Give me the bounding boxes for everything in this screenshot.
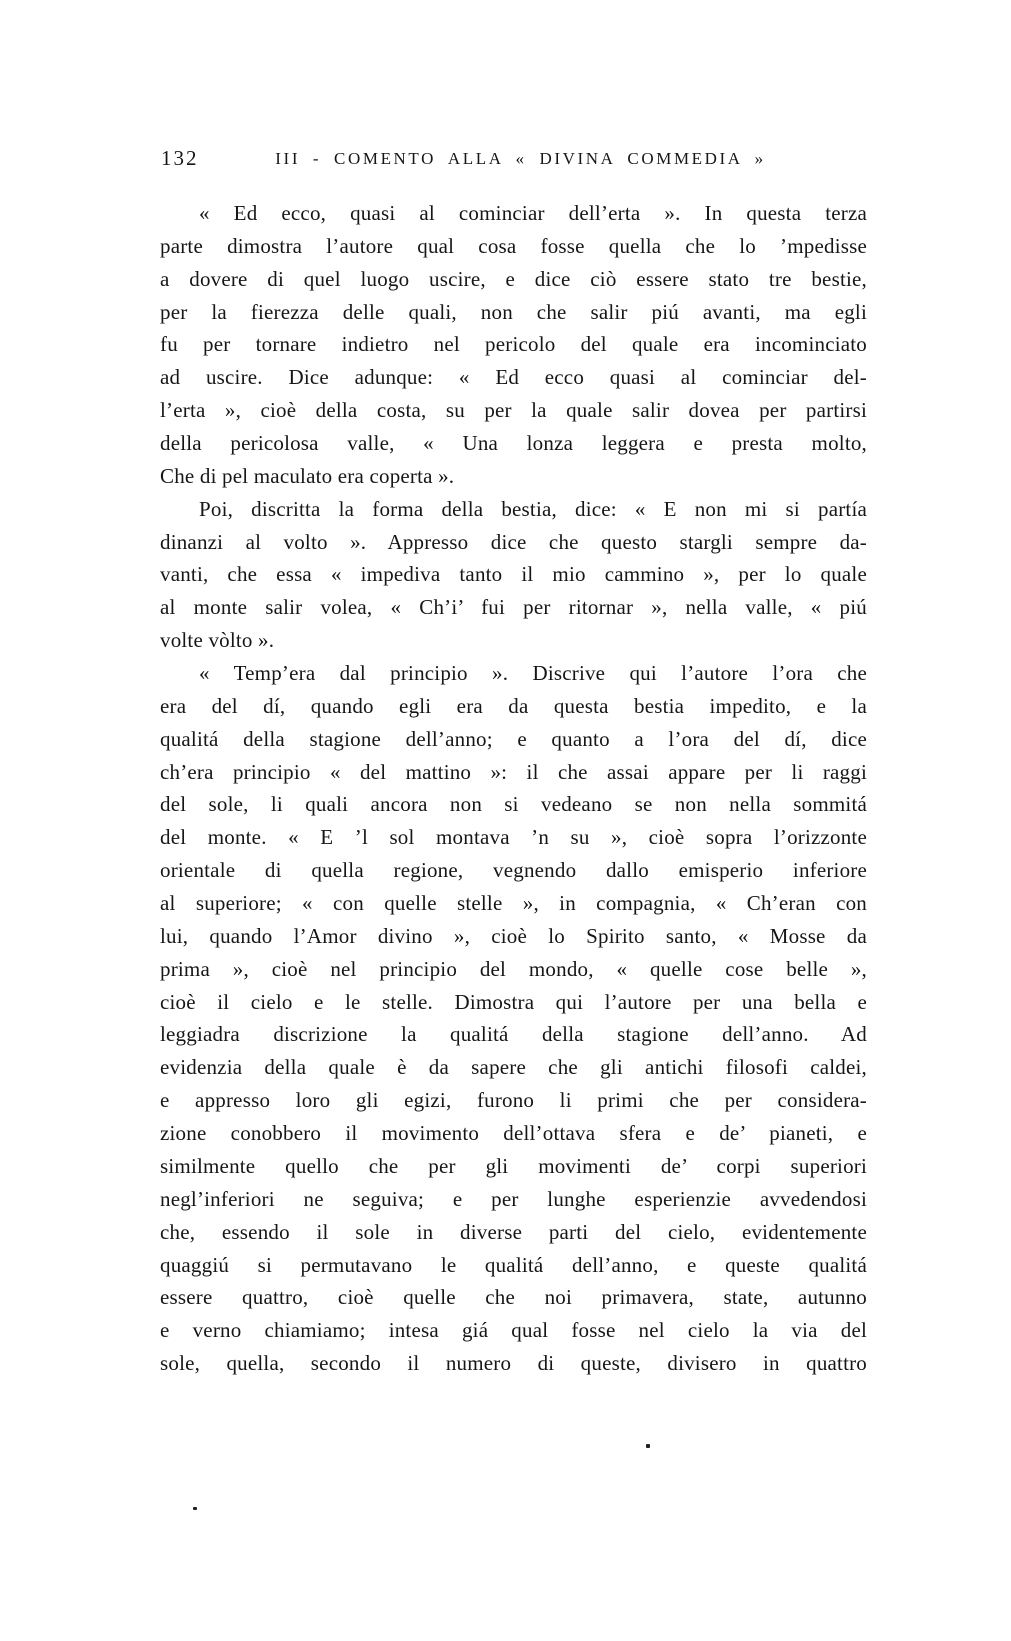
text-line: ad uscire. Dice adunque: « Ed ecco quasi al cominciar del- <box>160 365 867 390</box>
text-line: fu per tornare indietro nel pericolo del quale era incominciato <box>160 332 867 357</box>
text-line: ch’era principio « del mattino »: il che assai appare per li raggi <box>160 759 867 784</box>
text-line: l’erta », cioè della costa, su per la quale salir dovea per partirsi <box>160 398 867 423</box>
text-line: Poi, discritta la forma della bestia, dice: « E non mi si partía <box>199 496 867 521</box>
text-line: della pericolosa valle, « Una lonza leggera e presta molto, <box>160 431 867 456</box>
paragraph <box>160 493 867 657</box>
paragraph <box>160 197 867 493</box>
page-number: 132 <box>161 146 199 170</box>
text-line: del sole, li quali ancora non si vedeano se non nella sommitá <box>160 792 867 817</box>
text-line: e appresso loro gli egizi, furono li primi che per considera- <box>160 1088 867 1113</box>
text-line: vanti, che essa « impediva tanto il mio cammino », per lo quale <box>160 562 867 587</box>
text-line: orientale di quella regione, vegnendo dallo emisperio inferiore <box>160 858 867 883</box>
text-line: al superiore; « con quelle stelle », in compagnia, « Ch’eran con <box>160 891 867 916</box>
text-line: similmente quello che per gli movimenti de’ corpi superiori <box>160 1153 867 1178</box>
ink-speck <box>646 1444 650 1448</box>
paragraph <box>160 657 867 1380</box>
text-line: qualitá della stagione dell’anno; e quanto a l’ora del dí, dice <box>160 726 867 751</box>
running-header: III - COMENTO ALLA « DIVINA COMMEDIA » <box>275 149 766 168</box>
text-line: sole, quella, secondo il numero di queste, divisero in quattro <box>160 1351 867 1376</box>
text-line: « Temp’era dal principio ». Discrive qui l’autore l’ora che <box>199 661 867 686</box>
text-line: essere quattro, cioè quelle che noi primavera, state, autunno <box>160 1285 867 1310</box>
text-line: era del dí, quando egli era da questa bestia impedito, e la <box>160 693 867 718</box>
text-line: per la fierezza delle quali, non che salir piú avanti, ma egli <box>160 299 867 324</box>
text-line: a dovere di quel luogo uscire, e dice ciò essere stato tre bestie, <box>160 266 867 291</box>
text-line: parte dimostra l’autore qual cosa fosse quella che lo ’mpedisse <box>160 233 867 258</box>
text-line: lui, quando l’Amor divino », cioè lo Spirito santo, « Mosse da <box>160 923 867 948</box>
text-line: Che di pel maculato era coperta ». <box>160 463 455 488</box>
text-line: negl’inferiori ne seguiva; e per lunghe esperienzie avvedendosi <box>160 1186 867 1211</box>
text-line: prima », cioè nel principio del mondo, « quelle cose belle », <box>160 956 867 981</box>
text-line: dinanzi al volto ». Appresso dice che questo stargli sempre da- <box>160 529 867 554</box>
text-line: e verno chiamiamo; intesa giá qual fosse nel cielo la via del <box>160 1318 867 1343</box>
text-line: al monte salir volea, « Ch’i’ fui per ritornar », nella valle, « piú <box>160 595 867 620</box>
text-line: cioè il cielo e le stelle. Dimostra qui l’autore per una bella e <box>160 989 867 1014</box>
text-line: volte vòlto ». <box>160 628 275 653</box>
text-line: quaggiú si permutavano le qualitá dell’anno, e queste qualitá <box>160 1252 867 1277</box>
text-line: evidenzia della quale è da sapere che gli antichi filosofi caldei, <box>160 1055 867 1080</box>
text-block <box>160 197 867 1380</box>
text-line: « Ed ecco, quasi al cominciar dell’erta ». In questa terza <box>199 201 867 225</box>
text-line: leggiadra discrizione la qualitá della stagione dell’anno. Ad <box>160 1022 867 1047</box>
text-line: zione conobbero il movimento dell’ottava sfera e de’ pianeti, e <box>160 1121 867 1146</box>
text-line: che, essendo il sole in diverse parti del cielo, evidentemente <box>160 1219 867 1244</box>
ink-speck <box>193 1507 197 1510</box>
text-line: del monte. « E ’l sol montava ’n su », cioè sopra l’orizzonte <box>160 825 867 850</box>
